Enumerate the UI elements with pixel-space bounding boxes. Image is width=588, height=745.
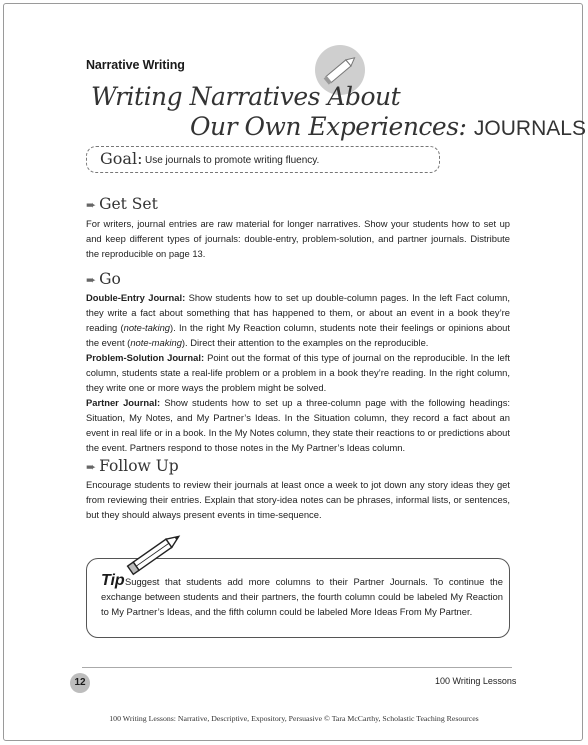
title-line-2 xyxy=(190,112,586,141)
title-line-2-caps: JOURNALS xyxy=(473,117,586,140)
title-line-1: Writing Narratives About xyxy=(91,82,401,111)
goal-text: Use journals to promote writing fluency. xyxy=(145,155,320,166)
pencil-arrow-icon: ➨ xyxy=(86,460,97,474)
tip-label: Tip xyxy=(101,572,125,589)
follow-up-text: Encourage students to review their journals at least once a week to jot down any story ideas they get from reviewing their entries. Explain that story-idea notes can be phrases, informal lists, or sentences, but they should always present events in time-sequence. xyxy=(86,479,510,520)
book-title: 100 Writing Lessons xyxy=(435,676,517,686)
go-heading: ➨ Go xyxy=(86,270,121,288)
go-item-double-entry: Double-Entry Journal: Show students how to set up double-column pages. In the left Fact column, they write a fact about something that has happened to them, or about an event in a book they’re reading (note-taking). In the right My Reaction column, students note their feelings or opinions about the event (note-making). Direct their attention to the examples on the reproducible. xyxy=(86,292,510,348)
tip-text: Suggest that students add more columns to their Partner Journals. To continue the exchange between students and their partners, the fourth column could be labeled My Reaction to My Partner’s Ideas, and the fifth column could be labeled More Ideas From My Partner. xyxy=(101,576,503,617)
section-label: Narrative Writing xyxy=(86,58,185,72)
goal-label: Goal: xyxy=(100,149,143,168)
get-set-heading: ➨ Get Set xyxy=(86,195,158,213)
copyright-line: 100 Writing Lessons: Narrative, Descriptive, Expository, Persuasive © Tara McCarthy, Scholastic Teaching Resources xyxy=(109,714,479,723)
go-item-problem-solution: Problem-Solution Journal: Point out the format of this type of journal on the reproducible. In the left column, students state a real-life problem or a problem in a book they’re reading. In the right column, they write one or more ways the problem might be solved. xyxy=(86,352,510,393)
get-set-text: For writers, journal entries are raw material for longer narratives. Show your students how to set up and keep different types of journals: double-entry, problem-solution, and partner journals. Distribute the reproducible on page 13. xyxy=(86,218,510,259)
page-number: 12 xyxy=(70,673,90,693)
go-text xyxy=(86,290,510,455)
follow-up-heading: ➨ Follow Up xyxy=(86,457,179,475)
footer-divider xyxy=(82,667,512,668)
title-line-2-script: Our Own Experiences: xyxy=(190,112,474,141)
go-item-partner: Partner Journal: Show students how to set up a three-column page with the following headings: Situation, My Notes, and My Partner’s Ideas. In the Situation column, they record a fact about an event in real life or in a book. In the My Notes column, they state their reactions to or predictions about the event. Partners respond to those notes in the My Partner’s Ideas column. xyxy=(86,397,510,453)
pencil-arrow-icon: ➨ xyxy=(86,198,97,212)
pencil-arrow-icon: ➨ xyxy=(86,273,97,287)
